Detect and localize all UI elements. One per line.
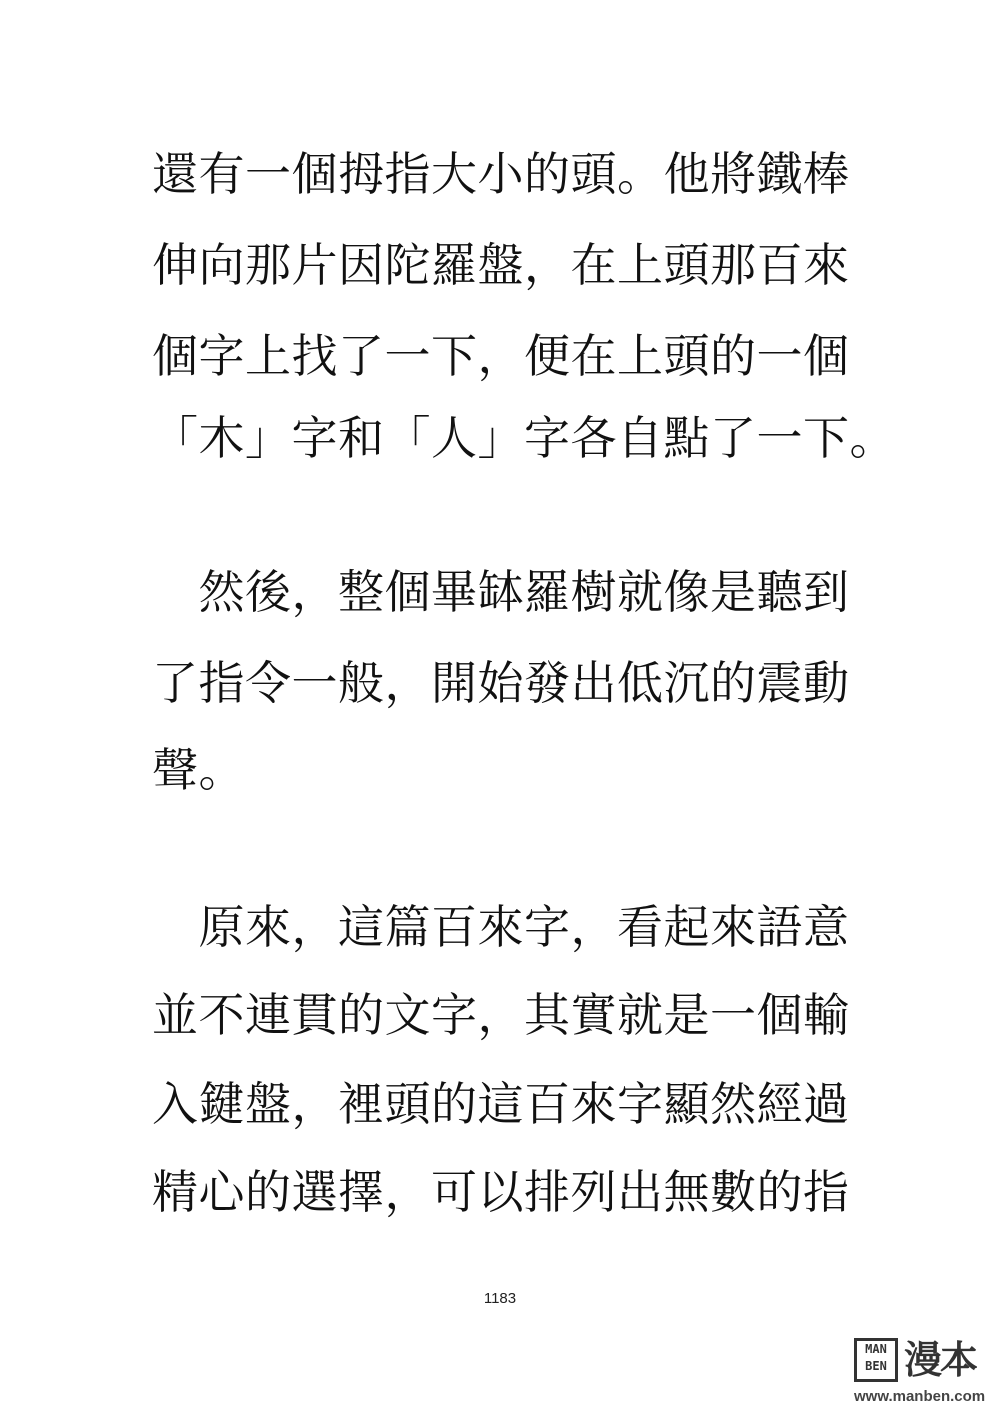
text-line-4: 「木」字和「人」字各自點了一下。 [152,411,896,465]
text-line-6: 了指令一般，開始發出低沉的震動 [152,656,850,710]
watermark [848,1338,988,1410]
text-line-7: 聲。 [152,743,245,797]
text-line-5: 然後，整個畢缽羅樹就像是聽到 [152,565,850,619]
watermark-brand: 漫本 [904,1338,977,1382]
text-line-11: 精心的選擇，可以排列出無數的指 [152,1165,850,1219]
page-number: 1183 [483,1290,517,1307]
text-line-10: 入鍵盤，裡頭的這百來字顯然經過 [152,1077,850,1131]
text-line-1: 還有一個拇指大小的頭。他將鐵棒 [152,147,850,201]
watermark-url: www.manben.com [854,1388,986,1405]
text-line-3: 個字上找了一下，便在上頭的一個 [152,329,850,383]
watermark-logo-icon: MAN BEN [854,1338,898,1382]
text-line-2: 伸向那片因陀羅盤，在上頭那百來 [152,238,850,292]
text-line-8: 原來，這篇百來字，看起來語意 [152,900,850,954]
text-line-9: 並不連貫的文字，其實就是一個輸 [152,988,850,1042]
